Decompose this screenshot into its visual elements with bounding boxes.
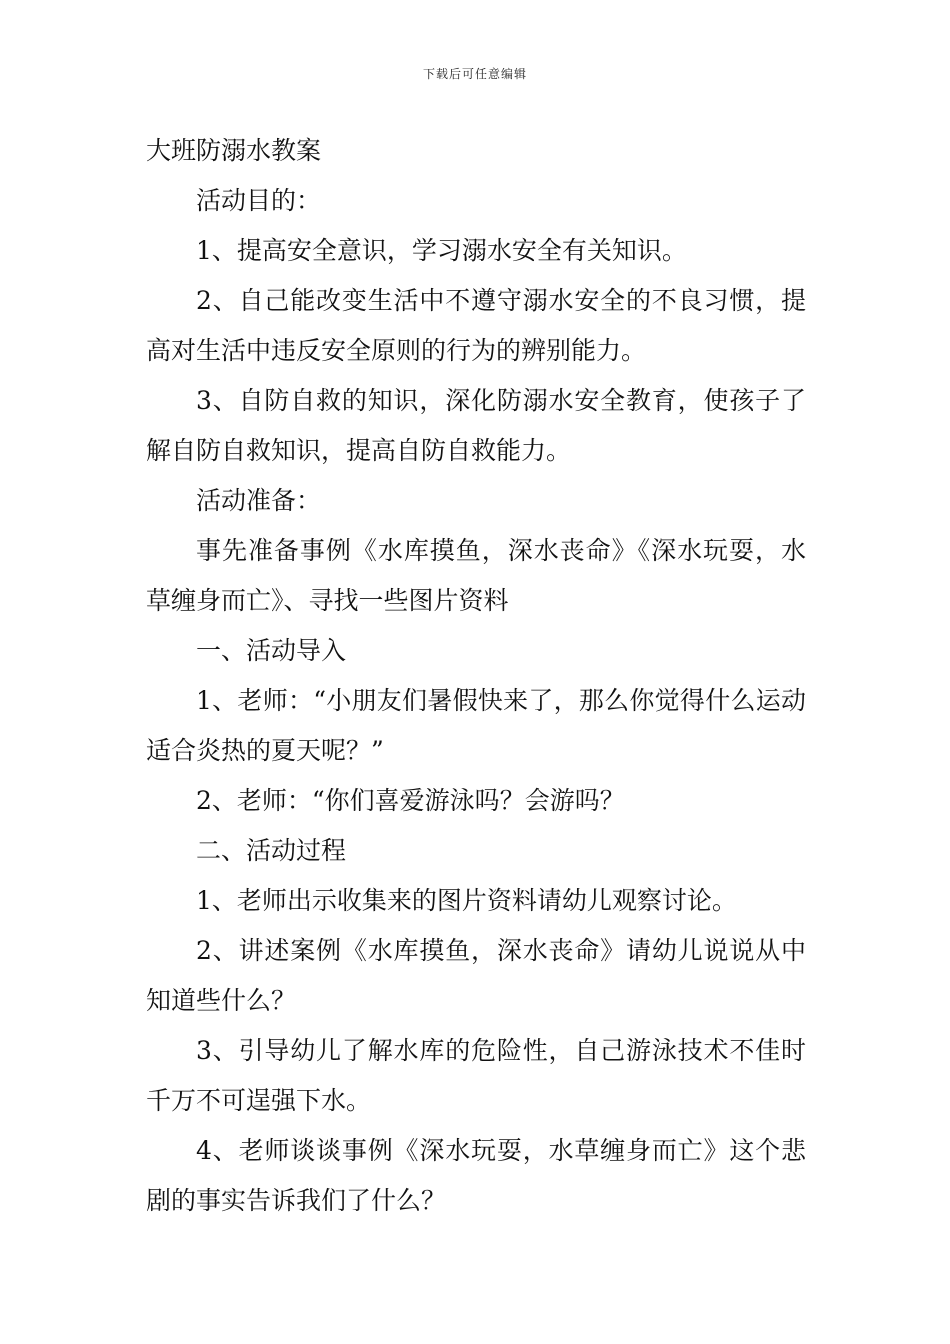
paragraph: 1、老师出示收集来的图片资料请幼儿观察讨论。 bbox=[196, 886, 737, 915]
section-heading-preparation: 活动准备： bbox=[196, 486, 322, 515]
section-heading-process: 二、活动过程 bbox=[196, 836, 347, 865]
section-heading-goals: 活动目的： bbox=[196, 186, 322, 215]
paragraph: 1、提高安全意识，学习溺水安全有关知识。 bbox=[196, 236, 687, 265]
paragraph: 2、自己能改变生活中不遵守溺水安全的不良习惯，提高对生活中违反安全原则的行为的辨别能力。 bbox=[146, 286, 806, 365]
document-title: 大班防溺水教案 bbox=[146, 136, 322, 165]
paragraph: 1、老师：“小朋友们暑假快来了，那么你觉得什么运动适合炎热的夏天呢？” bbox=[146, 686, 806, 765]
paragraph: 事先准备事例《水库摸鱼，深水丧命》《深水玩耍，水草缠身而亡》、寻找一些图片资料 bbox=[146, 536, 806, 615]
paragraph: 2、老师：“你们喜爱游泳吗？会游吗？ bbox=[196, 786, 625, 815]
paragraph: 2、讲述案例《水库摸鱼，深水丧命》请幼儿说说从中知道些什么？ bbox=[146, 936, 806, 1015]
section-heading-intro: 一、活动导入 bbox=[196, 636, 347, 665]
paragraph: 3、引导幼儿了解水库的危险性，自己游泳技术不佳时千万不可逞强下水。 bbox=[146, 1036, 806, 1115]
document-body bbox=[146, 126, 806, 1226]
paragraph: 4、老师谈谈事例《深水玩耍，水草缠身而亡》这个悲剧的事实告诉我们了什么？ bbox=[146, 1136, 806, 1215]
header-note: 下载后可任意编辑 bbox=[422, 67, 527, 81]
paragraph: 3、自防自救的知识，深化防溺水安全教育，使孩子了解自防自救知识，提高自防自救能力。 bbox=[146, 386, 806, 465]
